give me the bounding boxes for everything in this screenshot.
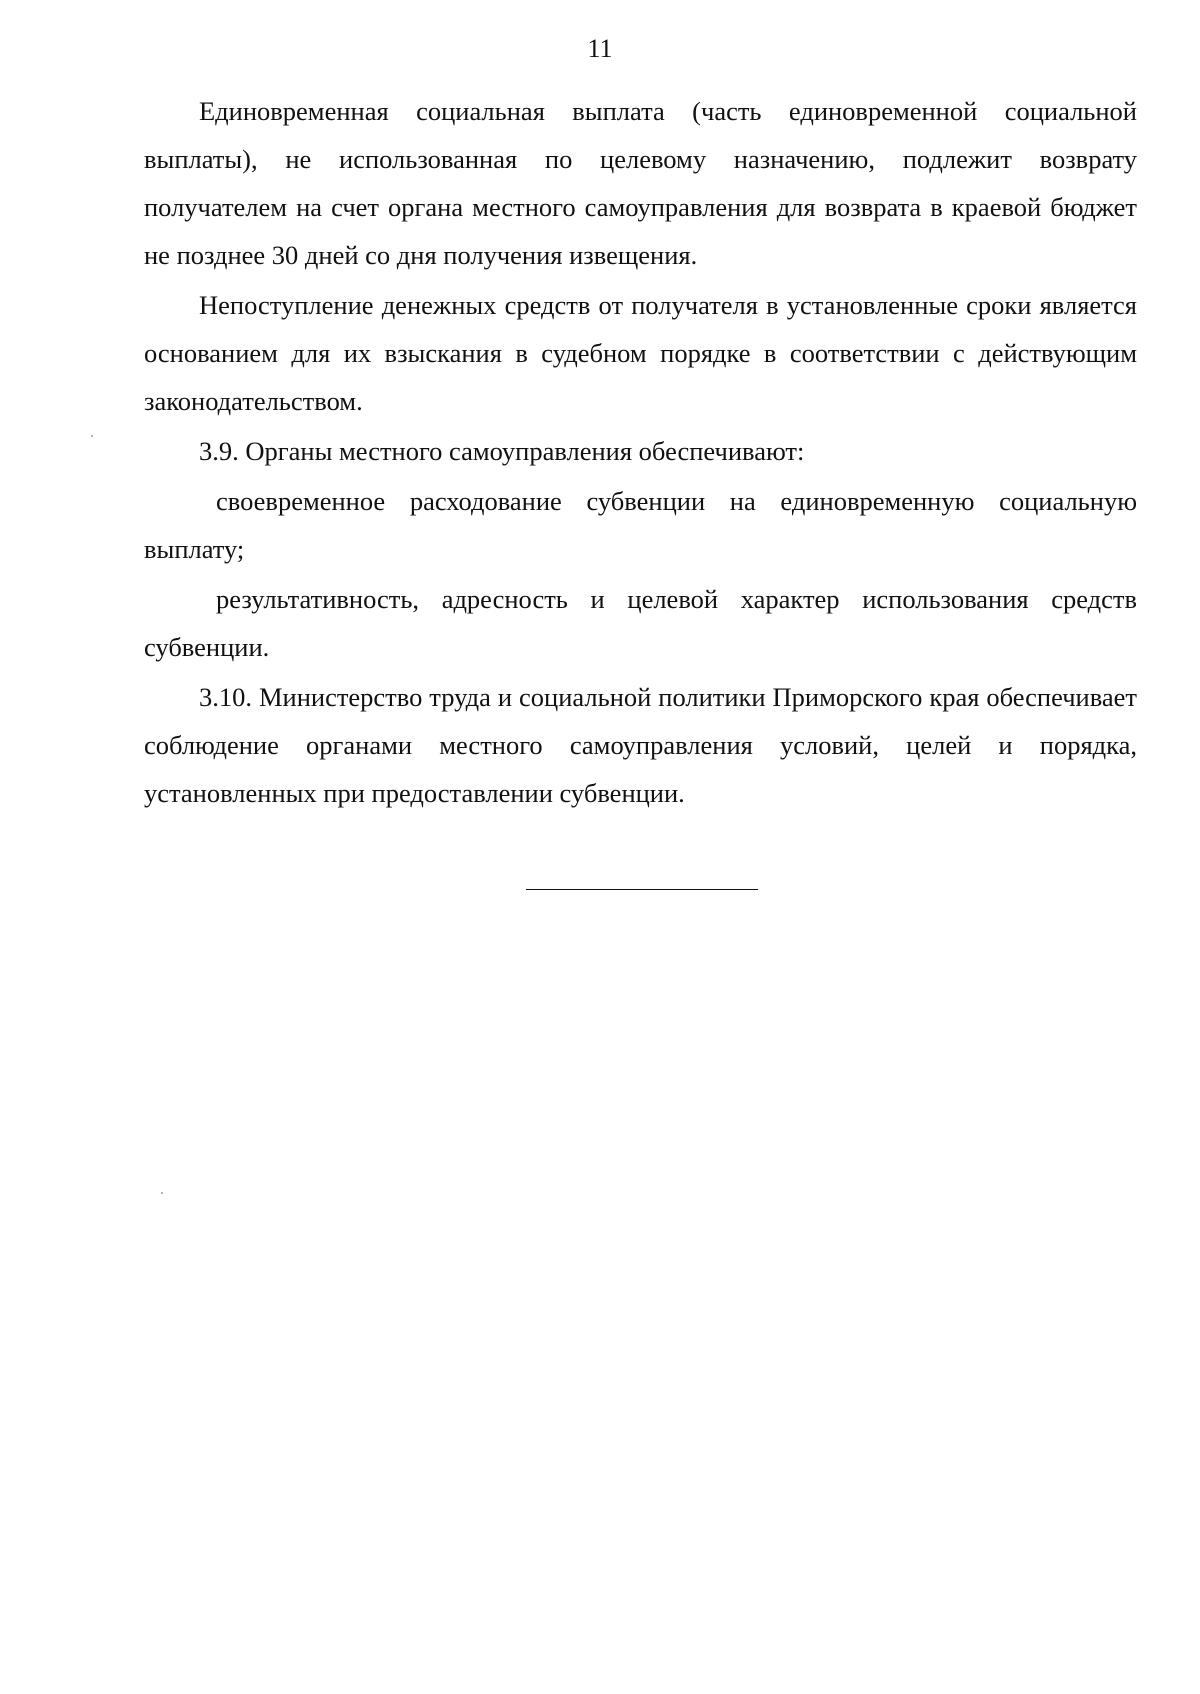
end-separator-line <box>526 889 758 890</box>
paragraph-non-receipt: Непоступление денежных средств от получателя в установленные сроки является основанием для их взыскания в судебном порядке в соответствии с действующим законодательством. <box>144 290 1137 416</box>
scan-speck <box>91 435 93 437</box>
document-body <box>144 87 1137 817</box>
paragraph-refund: Единовременная социальная выплата (часть единовременной социальной выплаты), не использованная по целевому назначению, подлежит возврату получателем на счет органа местного самоуправления для возврата в краевой бюджет не позднее 30 дней со дня получения извещения. <box>144 96 1137 270</box>
page-number: 11 <box>587 34 613 63</box>
paragraph-effectiveness: результативность, адресность и целевой характер использования средств субвенции. <box>144 584 1137 662</box>
paragraph-timely-spending: своевременное расходование субвенции на единовременную социальную выплату; <box>144 486 1137 564</box>
paragraph-3-10: 3.10. Министерство труда и социальной политики Приморского края обеспечивает соблюдение органами местного самоуправления условий, целей и порядка, установленных при предоставлении субвенции. <box>144 682 1137 808</box>
paragraph-3-9: 3.9. Органы местного самоуправления обеспечивают: <box>199 436 805 466</box>
scan-speck <box>161 1192 163 1194</box>
